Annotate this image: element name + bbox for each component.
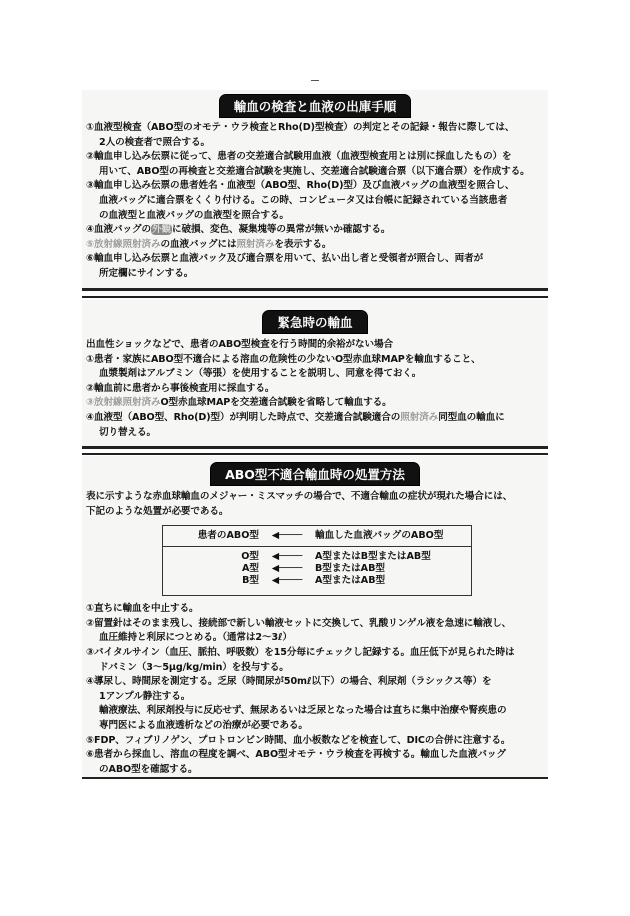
text-line: 専門医による血液透析などの治療が必要である。 <box>99 719 308 731</box>
text-line: ドパミン（3〜5μg/kg/min）を投与する。 <box>99 661 289 673</box>
divider <box>82 777 548 779</box>
divider <box>82 288 548 291</box>
arrow-left-icon: ◀──── <box>271 551 303 563</box>
table-row <box>163 551 471 563</box>
section-blood-release-procedure <box>82 90 548 288</box>
text-line: 輸液療法、利尿剤投与に反応せず、無尿あるいは乏尿となった場合は直ちに集中治療や腎疾患の <box>99 705 507 717</box>
arrow-left-icon: ◀──── <box>271 530 303 542</box>
header-bag-type: 輸血した血液バッグのABO型 <box>315 530 444 542</box>
cell: B型またはAB型 <box>315 563 386 575</box>
table-header <box>163 526 471 547</box>
text-line: ②輸血申し込み伝票に従って、患者の交差適合試験用血液（血液型検査用とは別に採血したもの）を <box>86 151 512 163</box>
cell: A型 <box>241 563 259 575</box>
faded-text: 照射済み <box>236 238 275 250</box>
text-line: 出血性ショックなどで、患者のABO型検査を行う時間的余裕がない場合 <box>86 339 394 350</box>
text-line: ③輸血申し込み伝票の患者姓名・血液型（ABO型、Rho(D)型）及び血液バッグの血液型を照合し、 <box>86 180 515 192</box>
section-title: 輸血の検査と血液の出庫手順 <box>219 94 412 118</box>
section-abo-incompatible-treatment <box>82 456 548 778</box>
text-line: 血圧維持と利尿につとめる。（通常は2〜3ℓ） <box>99 632 292 644</box>
text-line: ①患者・家族にABO型不適合による溶血の危険性の少ないO型赤血球MAPを輸血すること、 <box>86 353 481 365</box>
page-mark <box>311 80 319 81</box>
text-line <box>86 223 548 238</box>
highlighted-text: 外観 <box>152 224 171 236</box>
text-line: ①直ちに輸血を中止する。 <box>86 603 199 615</box>
text: に破損、変色、凝集塊等の異常が無いか確認する。 <box>172 224 391 236</box>
cell: O型 <box>241 551 259 563</box>
cell: B型 <box>242 575 259 587</box>
text-line: ①血液型検査（ABO型のオモテ・ウラ検査とRho(D)型検査）の判定とその記録・報告に際しては、 <box>86 122 515 133</box>
text-line: ④導尿し、時間尿を測定する。乏尿（時間尿が50mℓ以下）の場合、利尿剤（ラシックス等）を <box>86 676 492 688</box>
faded-text: 照射済み <box>400 411 439 423</box>
text-line: 表に示すような赤血球輸血のメジャー・ミスマッチの場合で、不適合輸血の症状が現れた場合には、 <box>86 491 513 502</box>
section-emergency-transfusion <box>82 300 548 446</box>
text-line: ②輸血前に患者から事後検査用に採血する。 <box>86 382 275 394</box>
text-line: 1アンプル静注する。 <box>99 690 191 702</box>
faded-text: ③放射線照射済み <box>86 397 161 409</box>
text: ④血液バッグの <box>86 224 151 236</box>
text-line: ⑥輸血申し込み伝票と血液バック及び適合票を用いて、払い出し者と受領者が照合し、両者が <box>86 253 484 265</box>
text-line: 切り替える。 <box>99 426 156 438</box>
divider <box>82 296 548 298</box>
table-row <box>163 563 471 575</box>
text: ④血液型（ABO型、Rho(D)型）が判明した時点で、交差適合試験適合の <box>86 411 401 423</box>
text-line: の血液型と血液バッグの血液型を照合する。 <box>99 209 289 221</box>
section-title: ABO型不適合輸血時の処置方法 <box>210 462 420 486</box>
divider <box>82 453 548 455</box>
text-line: 下記のような処置が必要である。 <box>86 505 229 517</box>
text: O型赤血球MAPを交差適合試験を省略して輸血する。 <box>160 397 392 409</box>
abo-mismatch-table <box>162 525 472 596</box>
text-line: ⑤FDP、フィブリノゲン、プロトロンビン時間、血小板数などを検査して、DICの合併に注意する。 <box>86 734 511 746</box>
header-patient-type: 患者のABO型 <box>197 530 259 542</box>
divider <box>82 446 548 449</box>
text: を表示する。 <box>274 238 332 250</box>
treatment-steps <box>86 602 548 777</box>
text-line: ②留置針はそのまま残し、接続部で新しい輸液セットに交換して、乳酸リンゲル液を急速に輸液し、 <box>86 617 512 629</box>
text-line <box>86 411 548 426</box>
text-line: のABO型を確認する。 <box>99 763 198 775</box>
text: 同型血の輸血に <box>438 411 505 423</box>
arrow-left-icon: ◀──── <box>271 563 303 575</box>
cell: A型またはAB型 <box>315 575 386 587</box>
text-line <box>86 396 548 411</box>
section-title: 緊急時の輸血 <box>262 310 367 334</box>
text-line: ⑥患者から採血し、溶血の程度を調べ、ABO型オモテ・ウラ検査を再検する。輸血した血液バッグ <box>86 749 506 761</box>
cell: A型またはB型またはAB型 <box>315 551 431 563</box>
text-line <box>86 238 548 253</box>
text-line: 2人の検査者で照合する。 <box>99 136 211 148</box>
text: の血液バッグには <box>160 238 237 250</box>
table-row <box>163 575 471 595</box>
text-line: 血液バッグに適合票をくくり付ける。この時、コンピュータ又は台帳に記録されている当該患者 <box>99 194 508 206</box>
text-line: 血漿製剤はアルブミン（等張）を使用することを説明し、同意を得ておく。 <box>99 368 422 380</box>
text-line: 所定欄にサインする。 <box>99 267 194 279</box>
arrow-left-icon: ◀──── <box>271 575 303 587</box>
text-line: 用いて、ABO型の再検査と交差適合試験を実施し、交差適合試験適合票（以下適合票）を作成する。 <box>99 165 530 177</box>
text-line: ③バイタルサイン（血圧、脈拍、呼吸数）を15分毎にチェックし記録する。血圧低下が見られた時は <box>86 646 515 658</box>
faded-text: ⑤放射線照射済み <box>86 238 161 250</box>
